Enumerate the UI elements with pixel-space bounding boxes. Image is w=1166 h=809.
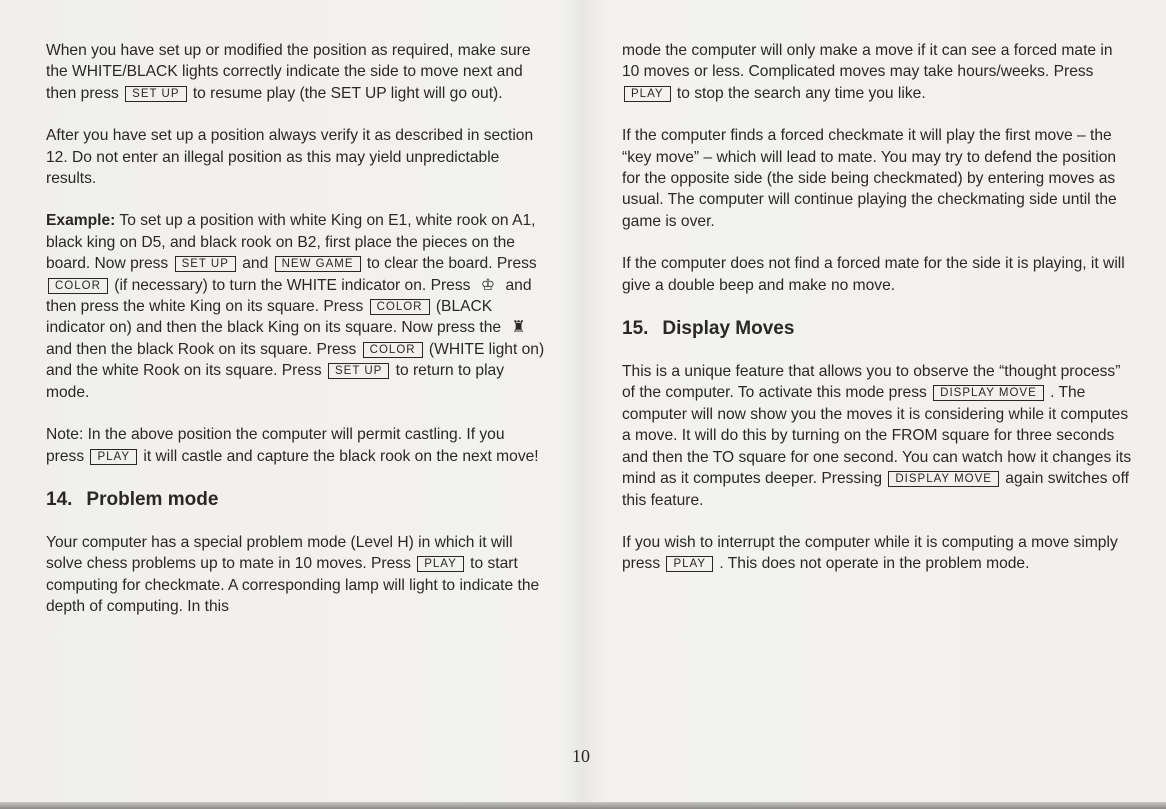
text: and [242,255,269,273]
section-14-heading [46,488,546,512]
text: to clear the board. Press [366,255,537,273]
example-paragraph [46,210,546,403]
section-number: 15. [622,318,649,340]
new-game-key: NEW GAME [275,256,361,272]
text: (BLACK indicator on) and then the black King on its square. Now press the [46,298,502,337]
text: (if necessary) to turn the WHITE indicator on. Press [114,276,471,294]
left-paragraph-2: After you have set up a position always verify it as described in section 12. Do not enter an illegal position as this may yield unpredictable results. [46,127,534,188]
text: and then the black Rook on its square. Press [46,340,357,358]
set-up-key: SET UP [125,86,186,102]
page-bottom-edge [0,802,1166,809]
text: (WHITE light on) and the white Rook on its square. Press [46,340,545,380]
color-key: COLOR [48,278,108,294]
page-number: 10 [572,746,590,766]
text: This is a unique feature that allows you to observe the “thought process” of the computer. To activate this mode press [622,363,1121,402]
section-15-paragraph [622,361,1132,511]
color-key: COLOR [363,342,423,358]
set-up-key: SET UP [175,256,236,272]
right-paragraph-3: If the computer does not find a forced mate for the side it is playing, it will give a double beep and make no move. [622,255,1125,294]
text: it will castle and capture the black rook on the next move! [143,447,539,465]
play-key: PLAY [666,556,713,572]
right-paragraph-2: If the computer finds a forced checkmate it will play the first move – the “key move” – which will lead to mate. You may try to defend the position for the opposite side (the side being checkmated) by entering moves as usual. The computer will continue playing the checkmating side until the game is over. [622,127,1117,230]
text: . This does not operate in the problem mode. [719,555,1030,573]
white-king-icon: ♔ [480,276,496,294]
text: mode the computer will only make a move if it can see a forced mate in 10 moves or less. Complicated moves may take hours/weeks. Press [622,42,1113,81]
text: to return to play mode. [46,362,505,401]
text: to resume play (the SET UP light will go out). [192,84,503,102]
text: to stop the search any time you like. [676,84,926,102]
section-title: Display Moves [662,318,795,340]
right-column [622,40,1132,596]
text: Note: In the above position the computer will permit castling. If you press [46,426,505,465]
play-key: PLAY [624,86,671,102]
text: Your computer has a special problem mode (Level H) in which it will solve chess problems up to mate in 10 moves. Press [46,533,513,573]
play-key: PLAY [417,556,464,572]
text: When you have set up or modified the position as required, make sure the WHITE/BLACK lights correctly indicate the side to move next and then press [46,42,531,102]
right-paragraph-5 [622,532,1132,575]
set-up-key: SET UP [328,363,389,379]
text: and then press the white King on its square. Press [46,276,532,316]
section-number: 14. [46,488,73,510]
color-key: COLOR [370,299,430,315]
black-rook-icon: ♜ [511,319,526,337]
display-move-key: DISPLAY MOVE [888,471,999,487]
section-14-paragraph [46,532,546,618]
text: again switches off this feature. [622,470,1129,509]
section-15-heading [622,317,1132,341]
left-column [46,40,546,639]
display-move-key: DISPLAY MOVE [933,385,1044,401]
text: If you wish to interrupt the computer while it is computing a move simply press [622,533,1118,573]
text: . The computer will now show you the moves it is considering while it computes a move. It will do this by turning on the FROM square for three seconds and then the TO square for one second. You can watch how it changes its mind as it computes deeper. Pressing [622,384,1132,488]
play-key: PLAY [90,449,137,465]
right-paragraph-1 [622,40,1132,104]
text: to start computing for checkmate. A corresponding lamp will light to indicate the depth of computing. In this [46,555,540,616]
text: To set up a position with white King on E1, white rook on A1, black king on D5, and black rook on B2, first place the pieces on the board. Now press [46,212,536,273]
section-title: Problem mode [86,488,219,510]
note-paragraph [46,424,546,467]
example-label: Example: [46,212,116,230]
left-paragraph-1 [46,40,546,104]
